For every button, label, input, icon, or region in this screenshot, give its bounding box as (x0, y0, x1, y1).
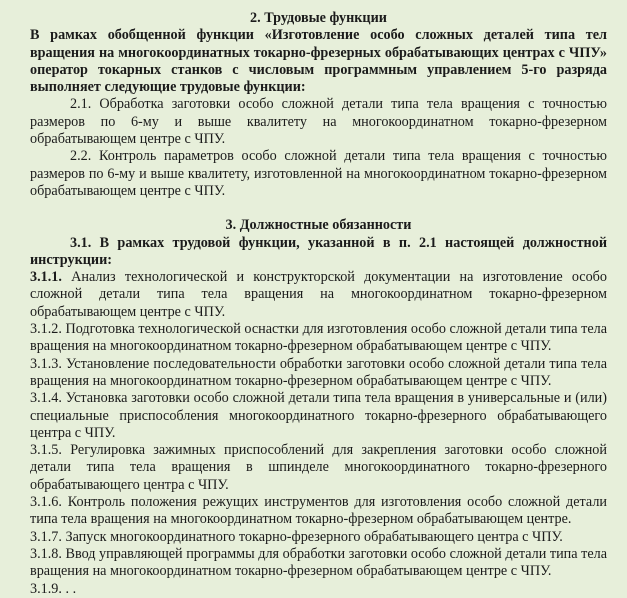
duty-item-3-1-6 (30, 494, 607, 529)
item-text: Установка заготовки особо сложной детали типа тела вращения в универсальные и (или) специальные приспособления многокоординатного токарно-фрезерного обрабатывающего центра с ЧПУ. (30, 390, 607, 441)
item-text: Ввод управляющей программы для обработки заготовки особо сложной детали типа тела вращения на многокоординатном токарно-фрезерном обрабатывающем центре с ЧПУ. (30, 545, 607, 580)
item-number: 3.1.7. (30, 528, 62, 545)
item-text: Контроль параметров особо сложной детали типа тела вращения с точностью размеров по 6-му и выше квалитету, изготовленной на многокоординатном токарно-фрезерном обрабатывающем центре с ЧПУ. (30, 148, 607, 199)
item-number: 2.1. (70, 96, 92, 113)
duty-item-3-1-4 (30, 390, 607, 442)
item-number: 3.1.4. (30, 390, 62, 407)
item-text: Контроль положения режущих инструментов для изготовления особо сложной детали типа тела вращения на многокоординатном токарно-фрезерном обрабатывающем центре. (30, 494, 608, 528)
item-text: Регулировка зажимных приспособлений для закрепления заготовки особо сложной детали типа тела вращения в шпинделе многокоординатного токарно-фрезерного обрабатывающего центра с ЧПУ. (30, 442, 607, 493)
item-number: 3.1.6. (30, 494, 62, 511)
item-number: 2.2. (70, 148, 92, 165)
duty-item-3-1-2 (30, 321, 607, 356)
item-number: 3.1.5. (30, 442, 62, 459)
function-item-2-1 (30, 96, 607, 148)
item-text: Подготовка технологической оснастки для изготовления особо сложной детали типа тела вращения на многокоординатном токарно-фрезерном обрабатывающем центре с ЧПУ. (30, 321, 607, 355)
function-item-2-2 (30, 148, 607, 200)
section-2-heading: 2. Трудовые функции (250, 10, 387, 26)
duty-item-3-1-8 (30, 546, 607, 581)
section-2-intro: В рамках обобщенной функции «Изготовление особо сложных деталей типа тел вращения на многокоординатных токарно-фрезерных обрабатывающих центрах с ЧПУ» оператор токарных станков с числовым программным управлением 5-го разряда выполняет следующие трудовые функции: (30, 27, 607, 96)
item-number: 3.1.3. (30, 355, 62, 372)
item-number: 3.1.9. (30, 580, 62, 597)
section-3-heading: 3. Должностные обязанности (225, 217, 412, 234)
section-3-1-subheading: 3.1. В рамках трудовой функции, указанной в п. 2.1 настоящей должностной инструкции: (30, 234, 607, 268)
item-text: Установление последовательности обработки заготовки особо сложной детали типа тела вращения на многокоординатном токарно-фрезерном обрабатывающем центре с ЧПУ. (30, 355, 607, 389)
duty-item-3-1-7 (30, 529, 607, 546)
item-text: Запуск многокоординатного токарно-фрезерного обрабатывающего центра с ЧПУ. (65, 528, 563, 545)
item-number: 3.1.8. (30, 545, 62, 562)
item-number: 3.1.2. (30, 321, 62, 338)
duty-item-3-1-9 (30, 581, 607, 598)
duty-item-3-1-1 (30, 269, 607, 321)
section-spacer (30, 200, 607, 217)
item-text: . . (65, 580, 77, 597)
duty-item-3-1-3 (30, 356, 607, 391)
duty-item-3-1-5 (30, 442, 607, 494)
item-number: 3.1.1. (30, 269, 62, 286)
item-text: Анализ технологической и конструкторской документации на изготовление особо сложной детали типа тела вращения на многокоординатном токарно-фрезерном обрабатывающем центре с ЧПУ. (30, 269, 607, 320)
item-text: Обработка заготовки особо сложной детали типа тела вращения с точностью размеров по 6-му и выше квалитету на многокоординатном токарно-фрезерном обрабатывающем центре с ЧПУ. (30, 96, 607, 148)
